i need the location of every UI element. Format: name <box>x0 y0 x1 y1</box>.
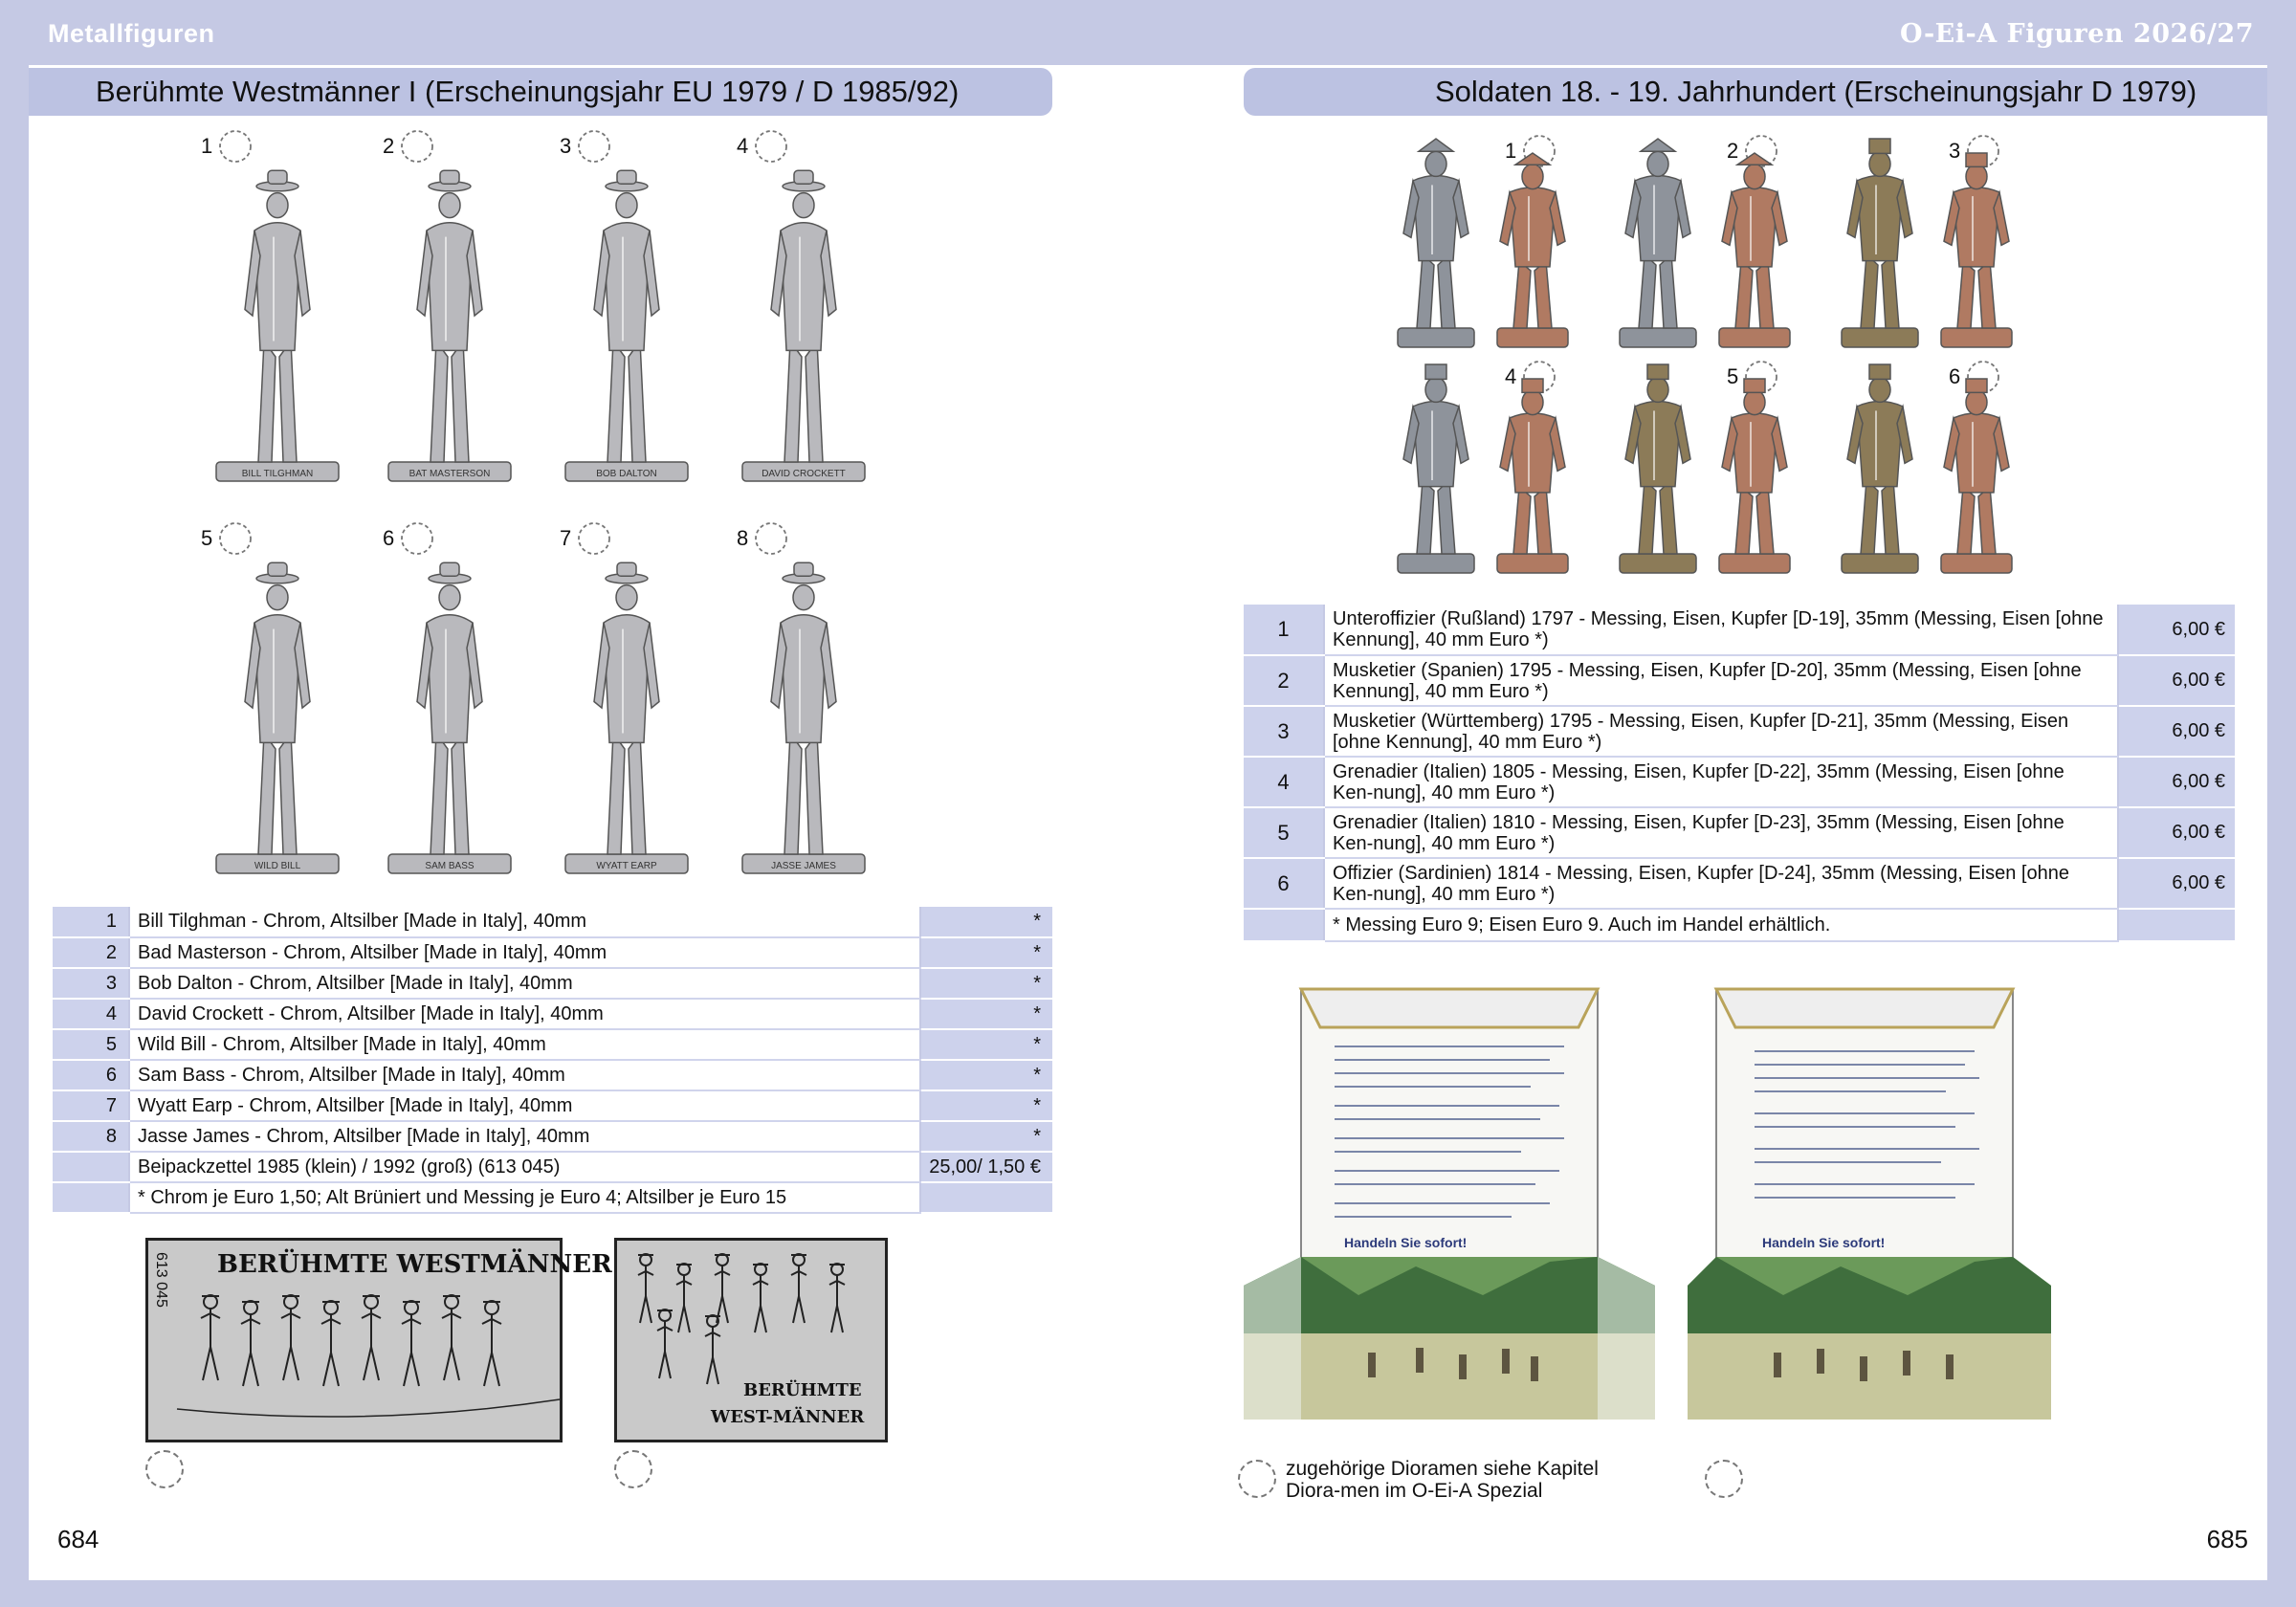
soldier-row <box>1244 909 2235 941</box>
west-price: * <box>920 1090 1052 1121</box>
west-figure-5-base-label: WILD BILL <box>254 861 301 871</box>
west-figure-2[interactable] <box>388 170 511 481</box>
soldier-figure-6-a[interactable] <box>1842 364 1918 573</box>
leaflet-small-stamp[interactable] <box>145 1450 184 1488</box>
soldier-figure-2-a[interactable] <box>1620 139 1696 347</box>
leaflet-small-title: BERÜHMTE WESTMÄNNER <box>217 1250 612 1279</box>
west-num: 1 <box>53 907 129 937</box>
soldier-figure-5-a[interactable] <box>1620 364 1696 573</box>
west-figure-8-stamp[interactable] <box>756 523 786 554</box>
leaflet-large-figures <box>625 1246 883 1380</box>
west-row <box>53 1182 1052 1213</box>
diorama-box-1-cta: Handeln Sie sofort! <box>1344 1235 1468 1250</box>
soldier-num: 4 <box>1244 757 1324 807</box>
soldier-num: 3 <box>1244 706 1324 757</box>
west-num <box>53 1182 129 1213</box>
west-num <box>53 1152 129 1182</box>
west-desc: Wild Bill - Chrom, Altsilber [Made in Italy], 40mm <box>129 1029 920 1060</box>
soldier-row <box>1244 655 2235 706</box>
west-figure-2-stamp[interactable] <box>402 131 432 162</box>
west-price <box>920 1182 1052 1213</box>
west-price: * <box>920 968 1052 999</box>
west-figure-4[interactable] <box>742 170 865 481</box>
west-figure-1-base-label: BILL TILGHMAN <box>241 469 314 479</box>
west-figure-5-number: 5 <box>201 526 213 550</box>
west-desc: Bill Tilghman - Chrom, Altsilber [Made in Italy], 40mm <box>129 907 920 937</box>
west-figure-8-base-label: JASSE JAMES <box>771 861 836 871</box>
soldier-row <box>1244 858 2235 909</box>
soldier-desc: Musketier (Spanien) 1795 - Messing, Eisen, Kupfer [D-20], 35mm (Messing, Eisen [ohne Kennung], 40 mm Euro *) <box>1324 655 2118 706</box>
soldier-figure-5-b[interactable] <box>1719 379 1790 573</box>
west-figure-4-number: 4 <box>737 134 749 158</box>
west-figure-6-number: 6 <box>383 526 395 550</box>
soldier-price: 6,00 € <box>2118 655 2235 706</box>
diorama-stamp-1[interactable] <box>1238 1460 1276 1498</box>
west-row <box>53 1029 1052 1060</box>
soldier-figure-6-b[interactable] <box>1941 379 2012 573</box>
running-head-right: O-Ei-A Figuren 2026/27 <box>1899 19 2254 49</box>
west-figure-1-number: 1 <box>201 134 213 158</box>
west-num: 5 <box>53 1029 129 1060</box>
west-figure-8[interactable] <box>742 562 865 873</box>
soldier-row <box>1244 757 2235 807</box>
diorama-box-2[interactable] <box>1688 970 2051 1429</box>
west-row <box>53 999 1052 1029</box>
diorama-caption: zugehörige Dioramen siehe Kapitel Diora-men im O-Ei-A Spezial <box>1286 1458 1599 1502</box>
diorama-box-2-cta: Handeln Sie sofort! <box>1762 1235 1886 1250</box>
leaflet-large-title-2: WEST-MÄNNER <box>711 1407 865 1427</box>
soldier-num: 6 <box>1244 858 1324 909</box>
soldier-figure-2-b[interactable] <box>1719 153 1790 347</box>
west-num: 7 <box>53 1090 129 1121</box>
soldier-num: 5 <box>1244 807 1324 858</box>
west-price: 25,00/ 1,50 € <box>920 1152 1052 1182</box>
soldier-price <box>2118 909 2235 941</box>
west-row <box>53 907 1052 937</box>
beipackzettel-small[interactable] <box>145 1238 612 1442</box>
west-figure-3-stamp[interactable] <box>579 131 609 162</box>
soldier-price: 6,00 € <box>2118 605 2235 655</box>
page-number-left: 684 <box>57 1525 99 1553</box>
soldier-desc: Grenadier (Italien) 1805 - Messing, Eisen, Kupfer [D-22], 35mm (Messing, Eisen [ohne Ken-nung], 40 mm Euro *) <box>1324 757 2118 807</box>
soldier-price: 6,00 € <box>2118 807 2235 858</box>
west-figure-6-stamp[interactable] <box>402 523 432 554</box>
west-figure-6[interactable] <box>388 562 511 873</box>
west-desc: David Crockett - Chrom, Altsilber [Made in Italy], 40mm <box>129 999 920 1029</box>
west-desc: Bad Masterson - Chrom, Altsilber [Made in Italy], 40mm <box>129 937 920 968</box>
westmaenner-figure-grid <box>182 124 928 890</box>
west-row <box>53 1121 1052 1152</box>
section-title-westmaenner: Berühmte Westmänner I (Erscheinungsjahr EU 1979 / D 1985/92) <box>29 68 1052 116</box>
west-num: 3 <box>53 968 129 999</box>
west-figure-1-stamp[interactable] <box>220 131 251 162</box>
soldier-figure-4-a[interactable] <box>1398 364 1474 573</box>
soldier-figure-4-b[interactable] <box>1497 379 1568 573</box>
gutter <box>1102 0 1194 1607</box>
bottom-frame <box>0 1580 2296 1607</box>
soldier-row <box>1244 605 2235 655</box>
soldier-figure-3-number: 3 <box>1949 139 1961 163</box>
left-frame <box>0 0 29 1607</box>
soldier-figure-1-a[interactable] <box>1398 139 1474 347</box>
soldier-price: 6,00 € <box>2118 757 2235 807</box>
soldier-price: 6,00 € <box>2118 858 2235 909</box>
soldier-num <box>1244 909 1324 941</box>
soldier-num: 2 <box>1244 655 1324 706</box>
soldier-desc: Musketier (Württemberg) 1795 - Messing, Eisen, Kupfer [D-21], 35mm (Messing, Eisen [ohne Kennung], 40 mm Euro *) <box>1324 706 2118 757</box>
west-figure-8-number: 8 <box>737 526 749 550</box>
diorama-box-1[interactable] <box>1244 970 1655 1429</box>
west-desc: Bob Dalton - Chrom, Altsilber [Made in Italy], 40mm <box>129 968 920 999</box>
soldier-num: 1 <box>1244 605 1324 655</box>
west-figure-2-number: 2 <box>383 134 395 158</box>
west-price: * <box>920 1121 1052 1152</box>
section-title-soldaten: Soldaten 18. - 19. Jahrhundert (Erscheinungsjahr D 1979) <box>1244 68 2267 116</box>
soldier-figure-6-number: 6 <box>1949 364 1961 388</box>
west-figure-7-stamp[interactable] <box>579 523 609 554</box>
west-figure-5[interactable] <box>216 562 339 873</box>
west-figure-7[interactable] <box>565 562 688 873</box>
west-figure-5-stamp[interactable] <box>220 523 251 554</box>
westmaenner-table <box>53 907 1052 1214</box>
west-figure-7-number: 7 <box>560 526 572 550</box>
soldier-figure-1-b[interactable] <box>1497 153 1568 347</box>
west-num: 8 <box>53 1121 129 1152</box>
page-number-right: 685 <box>2206 1525 2248 1553</box>
west-price: * <box>920 1029 1052 1060</box>
west-figure-7-base-label: WYATT EARP <box>596 861 657 871</box>
soldaten-figure-grid <box>1392 124 2062 583</box>
west-desc: Beipackzettel 1985 (klein) / 1992 (groß) (613 045) <box>129 1152 920 1182</box>
west-price: * <box>920 1060 1052 1090</box>
west-figure-3[interactable] <box>565 170 688 481</box>
west-figure-4-base-label: DAVID CROCKETT <box>762 469 846 479</box>
west-price: * <box>920 999 1052 1029</box>
leaflet-large-title-1: BERÜHMTE <box>743 1380 862 1400</box>
west-price: * <box>920 937 1052 968</box>
soldier-figure-1-number: 1 <box>1505 139 1517 163</box>
soldier-figure-5-number: 5 <box>1727 364 1739 388</box>
diorama-stamp-2[interactable] <box>1705 1460 1743 1498</box>
west-figure-4-stamp[interactable] <box>756 131 786 162</box>
leaflet-large-stamp[interactable] <box>614 1450 652 1488</box>
beipackzettel-large[interactable] <box>614 1238 888 1442</box>
west-num: 6 <box>53 1060 129 1090</box>
soldier-desc: Grenadier (Italien) 1810 - Messing, Eisen, Kupfer [D-23], 35mm (Messing, Eisen [ohne Ken-nung], 40 mm Euro *) <box>1324 807 2118 858</box>
west-figure-3-base-label: BOB DALTON <box>596 469 657 479</box>
west-figure-3-number: 3 <box>560 134 572 158</box>
west-figure-6-base-label: SAM BASS <box>425 861 475 871</box>
right-frame <box>2267 0 2296 1607</box>
soldier-desc: * Messing Euro 9; Eisen Euro 9. Auch im Handel erhältlich. <box>1324 909 2118 941</box>
running-head-left: Metallfiguren <box>48 19 215 48</box>
west-row <box>53 1090 1052 1121</box>
west-desc: Jasse James - Chrom, Altsilber [Made in Italy], 40mm <box>129 1121 920 1152</box>
soldier-figure-4-number: 4 <box>1505 364 1517 388</box>
soldier-desc: Offizier (Sardinien) 1814 - Messing, Eisen, Kupfer [D-24], 35mm (Messing, Eisen [ohne Ken-nung], 40 mm Euro *) <box>1324 858 2118 909</box>
west-num: 2 <box>53 937 129 968</box>
west-row <box>53 1152 1052 1182</box>
west-figure-2-base-label: BAT MASTERSON <box>408 469 491 479</box>
soldier-desc: Unteroffizier (Rußland) 1797 - Messing, Eisen, Kupfer [D-19], 35mm (Messing, Eisen [ohne Kennung], 40 mm Euro *) <box>1324 605 2118 655</box>
west-desc: * Chrom je Euro 1,50; Alt Brüniert und Messing je Euro 4; Altsilber je Euro 15 <box>129 1182 920 1213</box>
west-price: * <box>920 907 1052 937</box>
west-figure-1[interactable] <box>216 170 339 481</box>
west-row <box>53 937 1052 968</box>
west-row <box>53 968 1052 999</box>
soldier-figure-3-a[interactable] <box>1842 139 1918 347</box>
west-desc: Sam Bass - Chrom, Altsilber [Made in Italy], 40mm <box>129 1060 920 1090</box>
leaflet-small-code: 613 045 <box>153 1252 169 1308</box>
soldier-figure-3-b[interactable] <box>1941 153 2012 347</box>
west-desc: Wyatt Earp - Chrom, Altsilber [Made in Italy], 40mm <box>129 1090 920 1121</box>
soldaten-table <box>1244 605 2235 942</box>
west-row <box>53 1060 1052 1090</box>
west-num: 4 <box>53 999 129 1029</box>
soldier-row <box>1244 807 2235 858</box>
soldier-figure-2-number: 2 <box>1727 139 1739 163</box>
leaflet-small-figures <box>177 1285 560 1438</box>
soldier-price: 6,00 € <box>2118 706 2235 757</box>
soldier-row <box>1244 706 2235 757</box>
